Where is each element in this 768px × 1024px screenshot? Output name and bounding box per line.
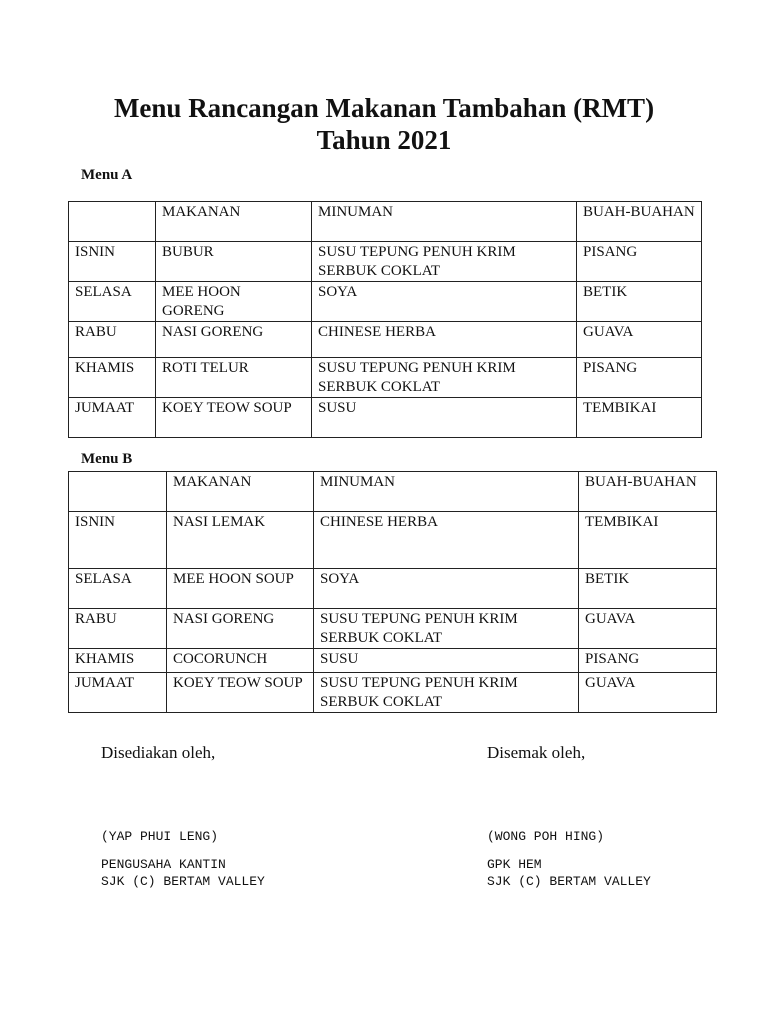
checked-by-position: GPK HEM	[487, 857, 542, 872]
table-row	[69, 242, 702, 282]
checked-by-label: Disemak oleh,	[487, 743, 586, 762]
checked-by-name: (WONG POH HING)	[487, 829, 605, 844]
table-cell: BUAH-BUAHAN	[577, 202, 702, 242]
drink-cell: CHINESE HERBA	[312, 322, 577, 358]
table-cell: MAKANAN	[167, 472, 314, 512]
menu-a-label: Menu A	[81, 167, 133, 183]
food-cell: BUBUR	[156, 242, 312, 282]
table-row	[69, 322, 702, 358]
drink-cell: SUSU TEPUNG PENUH KRIM SERBUK COKLAT	[312, 242, 577, 282]
fruit-cell: PISANG	[577, 358, 702, 398]
drink-cell: SOYA	[314, 569, 579, 609]
drink-cell: SUSU	[312, 398, 577, 438]
food-cell: KOEY TEOW SOUP	[156, 398, 312, 438]
table-row	[69, 512, 717, 569]
prepared-by-position: PENGUSAHA KANTIN	[101, 857, 226, 872]
table-row	[69, 569, 717, 609]
table-row	[69, 673, 717, 713]
drink-cell: CHINESE HERBA	[314, 512, 579, 569]
food-cell: ROTI TELUR	[156, 358, 312, 398]
day-cell: RABU	[69, 609, 167, 649]
menu-b-table	[68, 471, 717, 713]
document-title	[0, 92, 768, 156]
day-cell: JUMAAT	[69, 398, 156, 438]
day-cell: JUMAAT	[69, 673, 167, 713]
day-cell: ISNIN	[69, 242, 156, 282]
table-header-row	[69, 472, 717, 512]
drink-cell: SUSU TEPUNG PENUH KRIM SERBUK COKLAT	[314, 609, 579, 649]
table-cell: MINUMAN	[312, 202, 577, 242]
table-cell: MAKANAN	[156, 202, 312, 242]
fruit-cell: GUAVA	[577, 322, 702, 358]
title-line-2: Tahun 2021	[316, 125, 452, 155]
day-cell: KHAMIS	[69, 358, 156, 398]
table-cell: MINUMAN	[314, 472, 579, 512]
menu-b-label: Menu B	[81, 451, 133, 467]
food-cell: NASI GORENG	[167, 609, 314, 649]
food-cell: MEE HOON GORENG	[156, 282, 312, 322]
fruit-cell: BETIK	[577, 282, 702, 322]
prepared-by-label: Disediakan oleh,	[101, 743, 216, 762]
table-cell: BUAH-BUAHAN	[579, 472, 717, 512]
food-cell: COCORUNCH	[167, 649, 314, 673]
table-row	[69, 358, 702, 398]
table-cell	[69, 472, 167, 512]
fruit-cell: GUAVA	[579, 673, 717, 713]
table-row	[69, 282, 702, 322]
prepared-by-name: (YAP PHUI LENG)	[101, 829, 219, 844]
day-cell: ISNIN	[69, 512, 167, 569]
food-cell: NASI LEMAK	[167, 512, 314, 569]
table-row	[69, 609, 717, 649]
food-cell: KOEY TEOW SOUP	[167, 673, 314, 713]
day-cell: SELASA	[69, 282, 156, 322]
food-cell: NASI GORENG	[156, 322, 312, 358]
prepared-by-school: SJK (C) BERTAM VALLEY	[101, 874, 265, 889]
drink-cell: SOYA	[312, 282, 577, 322]
day-cell: RABU	[69, 322, 156, 358]
fruit-cell: TEMBIKAI	[579, 512, 717, 569]
table-row	[69, 649, 717, 673]
fruit-cell: PISANG	[577, 242, 702, 282]
food-cell: MEE HOON SOUP	[167, 569, 314, 609]
drink-cell: SUSU TEPUNG PENUH KRIM SERBUK COKLAT	[314, 673, 579, 713]
drink-cell: SUSU TEPUNG PENUH KRIM SERBUK COKLAT	[312, 358, 577, 398]
title-line-1: Menu Rancangan Makanan Tambahan (RMT)	[113, 93, 655, 123]
day-cell: KHAMIS	[69, 649, 167, 673]
table-cell	[69, 202, 156, 242]
fruit-cell: TEMBIKAI	[577, 398, 702, 438]
day-cell: SELASA	[69, 569, 167, 609]
table-header-row	[69, 202, 702, 242]
fruit-cell: GUAVA	[579, 609, 717, 649]
table-row	[69, 398, 702, 438]
checked-by-school: SJK (C) BERTAM VALLEY	[487, 874, 651, 889]
fruit-cell: PISANG	[579, 649, 717, 673]
drink-cell: SUSU	[314, 649, 579, 673]
menu-a-table	[68, 201, 702, 438]
fruit-cell: BETIK	[579, 569, 717, 609]
